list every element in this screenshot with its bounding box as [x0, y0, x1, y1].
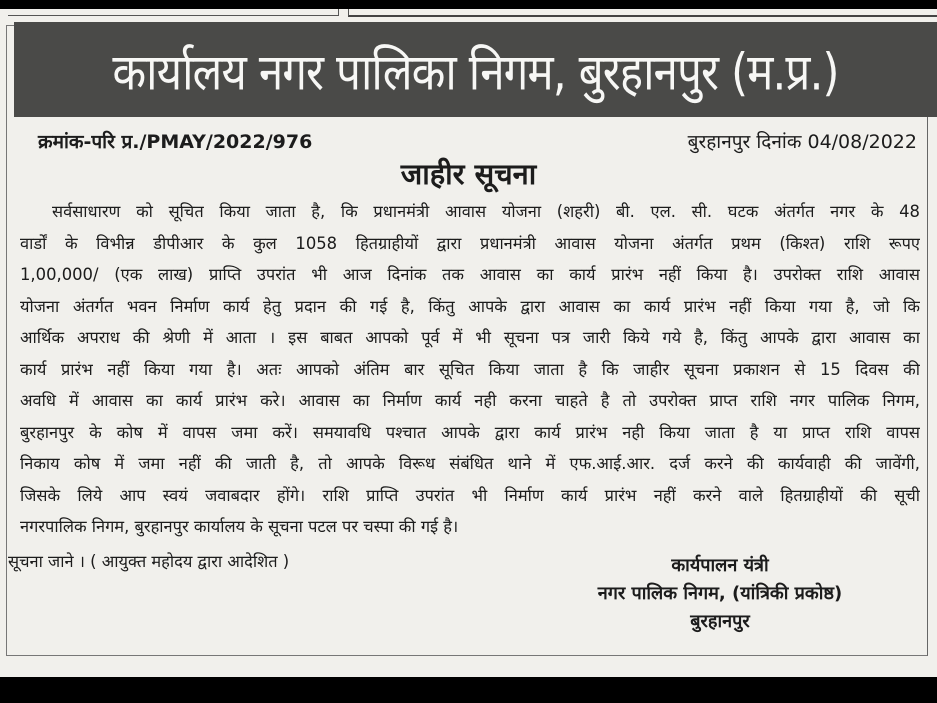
body-line: अवधि में आवास का कार्य प्रारंभ करे। आवास का निर्माण कार्य नही करना चाहते है तो उपरोक्त प्राप्त राशि नगर पालिक निगम, [20, 391, 920, 410]
adjacent-column-borders [0, 9, 937, 17]
adjacent-article-border-right [348, 9, 937, 17]
reference-number: क्रमांक-परि प्र./PMAY/2022/976 [38, 131, 313, 153]
body-line: योजना अंतर्गत भवन निर्माण कार्य हेतु प्रदान की गई है, किंतु आपके द्वारा आवास का कार्य प्रारंभ नहीं किया गया है, जो कि [20, 296, 920, 316]
notice-heading: जाहीर सूचना [400, 157, 537, 191]
body-line: जिसके लिये आप स्वयं जवाबदार होंगे। राशि प्राप्ति उपरांत भी निर्माण कार्य प्रारंभ नहीं करने वाले हितग्राहीयों की सूची [20, 485, 920, 505]
body-line: सर्वसाधारण को सूचित किया जाता है, कि प्रधानमंत्री आवास योजना (शहरी) बी. एल. सी. घटक अंतर्गत नगर के 48 [52, 202, 920, 221]
office-banner [14, 22, 937, 117]
body-line: आर्थिक अपराध की श्रेणी में आता । इस बाबत आपको पूर्व में भी सूचना पत्र जारी किये गये है, किंतु आपके द्वारा आवास का [20, 328, 920, 347]
adjacent-article-border-left [8, 9, 339, 16]
place-and-date: बुरहानपुर दिनांक 04/08/2022 [687, 131, 917, 153]
signatory-city: बुरहानपुर [690, 611, 750, 632]
closing-note: सूचना जाने । ( आयुक्त महोदय द्वारा आदेशित ) [8, 552, 290, 571]
notice-body [20, 196, 920, 543]
body-line: वार्डों के विभीन्न डीपीआर के कुल 1058 हितग्राहीयों द्वारा प्रधानमंत्री आवास योजना अंतर्गत प्रथम (किश्त) राशि रूपए [20, 233, 920, 253]
body-line: बुरहानपुर के कोष में वापस जमा करें। समयावधि पश्चात आपके द्वारा कार्य प्रारंभ नही किया जाता है या प्राप्त राशि वापस [20, 422, 920, 442]
body-line: निकाय कोष में जमा नहीं की जाती है, तो आपके विरूध संबंधित थाने में एफ.आई.आर. दर्ज करने की कार्यवाही की जावेंगी, [20, 454, 920, 473]
office-title: कार्यालय नगर पालिका निगम, बुरहानपुर (म.प्र.) [112, 43, 839, 102]
body-line: 1,00,000/ (एक लाख) प्राप्ति उपरांत भी आज दिनांक तक आवास का कार्य प्रारंभ नहीं किया है। उपरोक्त राशि आवास [20, 265, 920, 284]
signatory-designation: कार्यपालन यंत्री [671, 555, 769, 576]
signatory-department: नगर पालिक निगम, (यांत्रिकी प्रकोष्ठ) [597, 583, 843, 604]
body-line: नगरपालिक निगम, बुरहानपुर कार्यालय के सूचना पटल पर चस्पा की गई है। [20, 517, 459, 536]
body-line: कार्य प्रारंभ नहीं किया गया है। अतः आपको अंतिम बार सूचित किया जाता है कि जाहीर सूचना प्रकाशन से 15 दिवस की [20, 359, 920, 379]
